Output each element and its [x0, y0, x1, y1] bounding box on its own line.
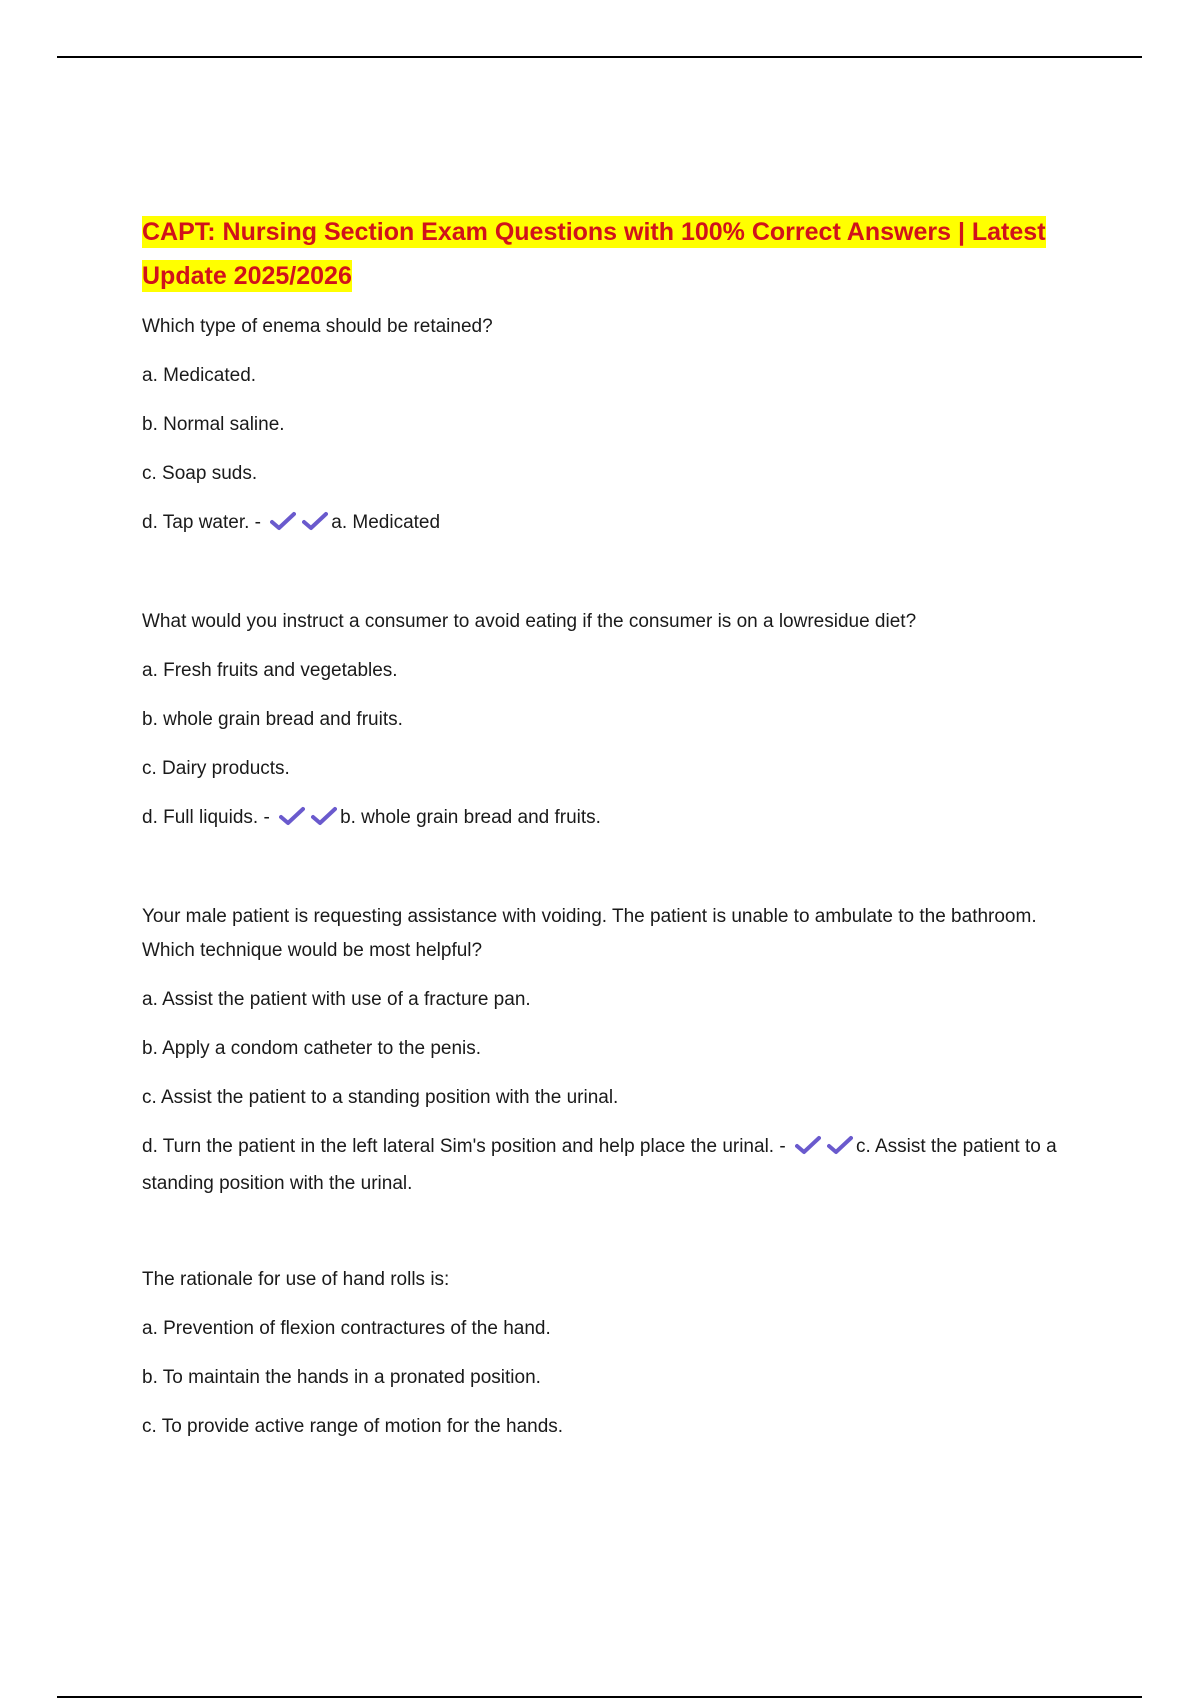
- option-c: c. Assist the patient to a standing position with the urinal.: [142, 1087, 619, 1108]
- check-icon: [270, 511, 296, 531]
- question-3: [142, 900, 1082, 1201]
- option-a: a. Medicated.: [142, 365, 257, 386]
- answer-separator: -: [774, 1136, 791, 1157]
- question-stem: What would you instruct a consumer to avoid eating if the consumer is on a lowresidue diet?: [142, 611, 917, 632]
- option-b: b. Apply a condom catheter to the penis.: [142, 1038, 482, 1059]
- answer-separator: -: [258, 807, 276, 828]
- question-1: [142, 310, 1082, 543]
- check-icon: [279, 806, 305, 826]
- answer-checks: [795, 1133, 853, 1167]
- answer-checks: [270, 509, 328, 543]
- option-a: a. Assist the patient with use of a fracture pan.: [142, 989, 531, 1010]
- document-title: [142, 210, 1082, 298]
- option-c: c. To provide active range of motion for the hands.: [142, 1416, 564, 1437]
- option-a: a. Fresh fruits and vegetables.: [142, 660, 398, 681]
- option-d-with-answer: [142, 506, 1082, 543]
- option-a: a. Prevention of flexion contractures of the hand.: [142, 1318, 551, 1339]
- option-d: d. Full liquids.: [142, 807, 259, 828]
- top-rule: [57, 56, 1142, 58]
- option-d-with-answer: [142, 1130, 1082, 1201]
- option-c: c. Soap suds.: [142, 463, 258, 484]
- correct-answer: a. Medicated: [331, 512, 441, 533]
- title-text: CAPT: Nursing Section Exam Questions with 100% Correct Answers | Latest Update 2025/2026: [142, 218, 1046, 290]
- option-c: c. Dairy products.: [142, 758, 290, 779]
- check-icon: [795, 1135, 821, 1155]
- question-stem: The rationale for use of hand rolls is:: [142, 1269, 450, 1290]
- question-stem: Which type of enema should be retained?: [142, 316, 493, 337]
- check-icon: [311, 806, 337, 826]
- question-stem: Your male patient is requesting assistance with voiding. The patient is unable to ambulate to the bathroom. Which technique would be most helpful?: [142, 906, 1037, 961]
- question-2: [142, 605, 1082, 838]
- option-b: b. Normal saline.: [142, 414, 285, 435]
- check-icon: [827, 1135, 853, 1155]
- check-icon: [302, 511, 328, 531]
- option-d-with-answer: [142, 801, 1082, 838]
- option-b: b. whole grain bread and fruits.: [142, 709, 403, 730]
- document-body: [142, 210, 1082, 1506]
- option-d: d. Turn the patient in the left lateral Sim's position and help place the urinal.: [142, 1136, 775, 1157]
- question-4: [142, 1263, 1082, 1444]
- bottom-rule: [57, 1696, 1142, 1698]
- answer-separator: -: [249, 512, 267, 533]
- option-d: d. Tap water.: [142, 512, 250, 533]
- option-b: b. To maintain the hands in a pronated position.: [142, 1367, 541, 1388]
- correct-answer: c. Assist the patient to a standing position with the urinal.: [142, 1136, 1057, 1194]
- answer-checks: [279, 804, 337, 838]
- correct-answer: b. whole grain bread and fruits.: [340, 807, 601, 828]
